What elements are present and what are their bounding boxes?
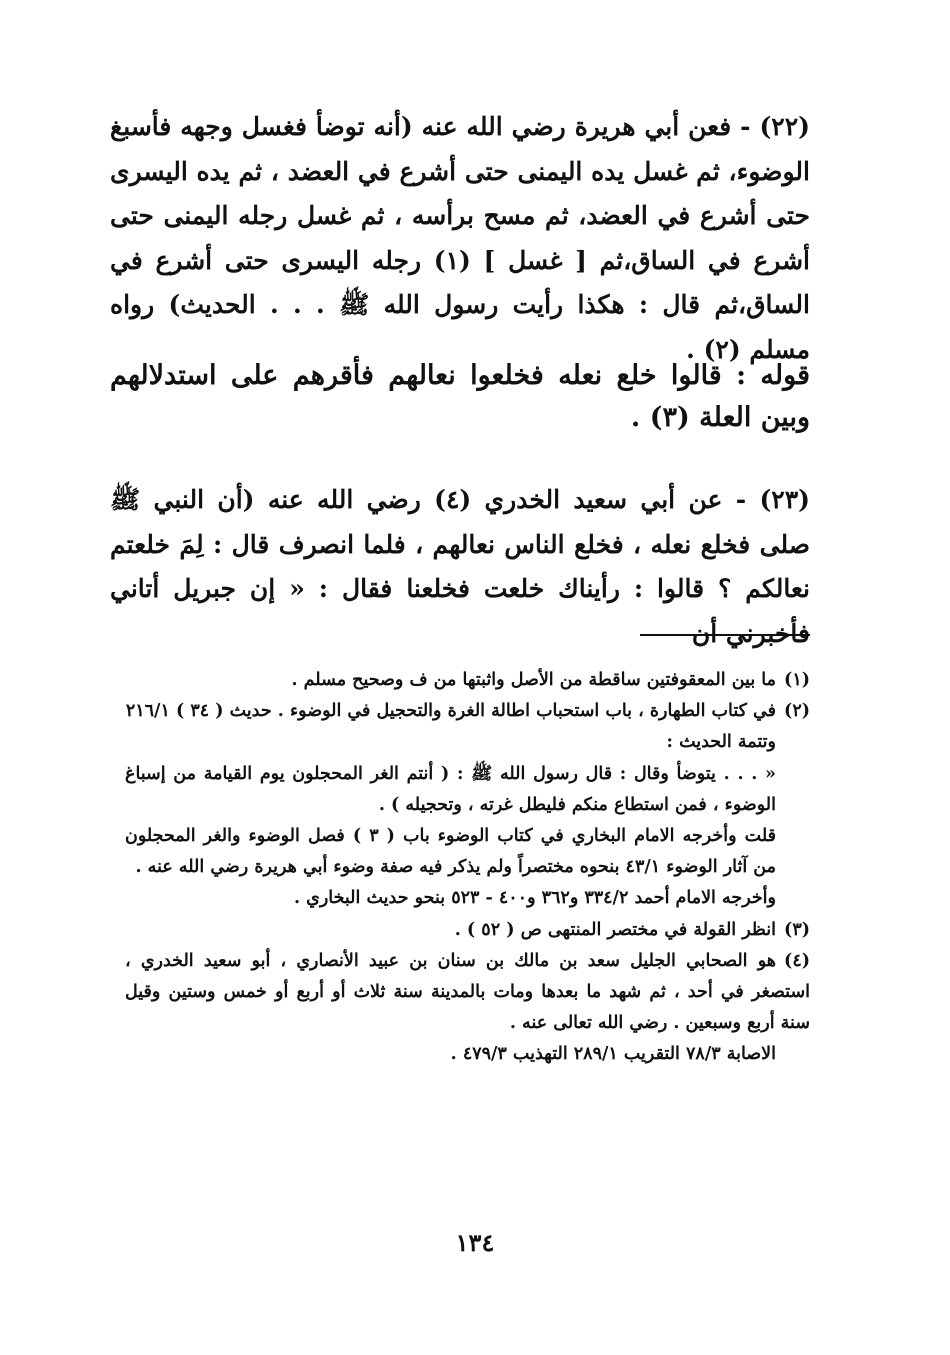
section-heading: قوله : قالوا خلع نعله فخلعوا نعالهم فأقرهم على استدلالهم وبين العلة (٣) . bbox=[110, 360, 810, 433]
footnotes bbox=[125, 665, 810, 1071]
footnote-text: في كتاب الطهارة ، باب استحباب اطالة الغرة والتحجيل في الوضوء . حديث ( ٣٤ ) ٢١٦/١ bbox=[125, 701, 776, 722]
footnote-number: (١) bbox=[784, 670, 810, 690]
footnote-2 bbox=[125, 696, 810, 727]
footnote-text: ما بين المعقوفتين ساقطة من الأصل واثبتها من ف وصحيح مسلم . bbox=[291, 670, 776, 690]
footnote-1 bbox=[125, 665, 810, 696]
footnote-text: انظر القولة في مختصر المنتهى ص ( ٥٢ ) . bbox=[454, 919, 776, 940]
page-number: ١٣٤ bbox=[455, 1228, 495, 1257]
hadith-22-paragraph: (٢٢) - فعن أبي هريرة رضي الله عنه (أنه توضأ فغسل وجهه فأسبغ الوضوء، ثم غسل يده اليمنى حتى أشرع في العضد ، ثم يده اليسرى حتى أشرع في العضد، ثم مسح برأسه ، ثم غسل رجله اليمنى حتى أشرع في الساق،ثم [ غسل ] (١) رجله اليسرى حتى أشرع في الساق،ثم قال : هكذا رأيت رسول الله ﷺ . . . الحديث) رواه مسلم (٢) . bbox=[110, 112, 810, 364]
footnote-separator bbox=[640, 634, 810, 636]
footnote-number: (٤) bbox=[784, 950, 810, 971]
footnote-4 bbox=[125, 946, 810, 1040]
footnote-text: هو الصحابي الجليل سعد بن مالك بن سنان بن عبيد الأنصاري ، أبو سعيد الخدري ، استصغر في أحد ، ثم شهد ما بعدها ومات بالمدينة سنة ثلاث أو أربع أو خمس وستين وقيل سنة أربع وسبعين . رضي الله تعالى عنه . bbox=[125, 950, 810, 1034]
footnote-number: (٣) bbox=[784, 919, 810, 940]
footnote-4-sources: الاصابة ٧٨/٣ التقريب ٢٨٩/١ التهذيب ٤٧٩/٣ . bbox=[450, 1044, 776, 1065]
footnote-2-bukhari: قلت وأخرجه الامام البخاري في كتاب الوضوء باب ( ٣ ) فصل الوضوء والغر المحجلون من آثار الوضوء ٤٣/١ بنحوه مختصراً ولم يذكر فيه صفة وضوء أبي هريرة رضي الله عنه . bbox=[125, 826, 776, 878]
footnote-number: (٢) bbox=[784, 701, 810, 722]
footnote-3 bbox=[125, 915, 810, 946]
footnote-2-ahmad: وأخرجه الامام أحمد ٣٣٤/٢ و٣٦٢ و٤٠٠ - ٥٢٣ بنحو حديث البخاري . bbox=[293, 888, 776, 909]
hadith-23-paragraph: (٢٣) - عن أبي سعيد الخدري (٤) رضي الله عنه (أن النبي ﷺ صلى فخلع نعله ، فخلع الناس نعالهم ، فلما انصرف قال : لِمَ خلعتم نعالكم ؟ قالوا : رأيناك خلعت فخلعنا فقال : « إن جبريل أتاني فأخبرني أن bbox=[110, 485, 810, 648]
footnote-2-continuation-label: وتتمة الحديث : bbox=[666, 732, 776, 753]
footnote-2-quote: « . . . يتوضأ وقال : قال رسول الله ﷺ : ( أنتم الغر المحجلون يوم القيامة من إسباغ الوضوء ، فمن استطاع منكم فليطل غرته ، وتحجيله ) . bbox=[125, 763, 776, 815]
